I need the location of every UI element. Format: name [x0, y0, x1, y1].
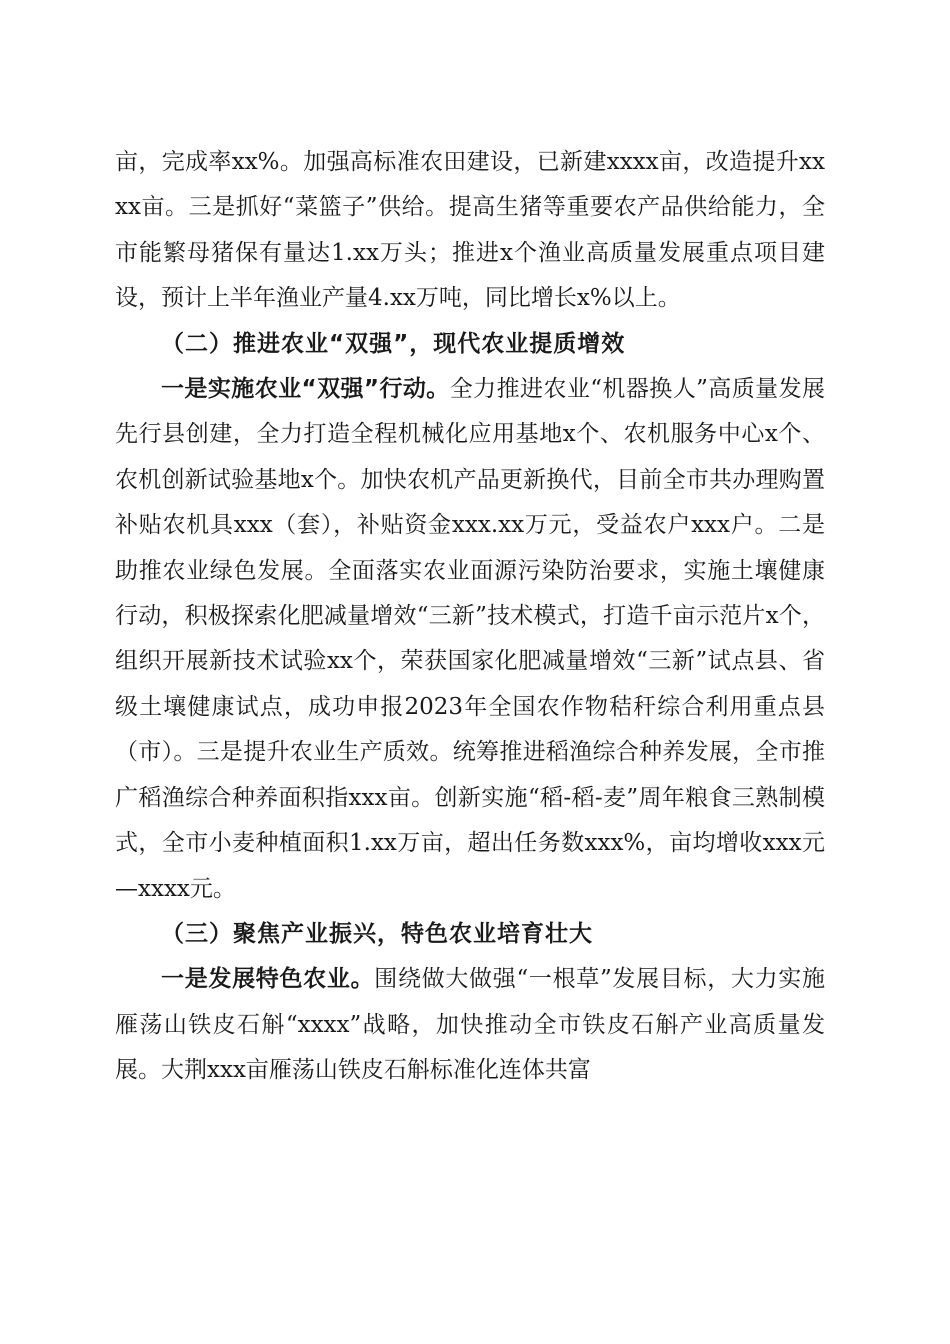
paragraph-section-2 — [115, 367, 825, 912]
section-heading-3: （三）聚焦产业振兴，特色农业培育壮大 — [161, 920, 593, 947]
section-heading-2: （二）推进农业“双强”，现代农业提质增效 — [161, 330, 626, 357]
paragraph-section-3 — [115, 957, 825, 1093]
paragraph-body-3: 围绕做大做强“一根草”发展目标，大力实施雁荡山铁皮石斛“xxxx”战略，加快推动全市铁皮石斛产业高质量发展。大荆xxx亩雁荡山铁皮石斛标准化连体共富 — [115, 966, 825, 1084]
document-body — [115, 140, 825, 1094]
paragraph-body-2: 全力推进农业“机器换人”高质量发展先行县创建，全力打造全程机械化应用基地x个、农机服务中心x个、农机创新试验基地x个。加快农机产品更新换代，目前全市共办理购置补贴农机具xxx（套），补贴资金xxx.xx万元，受益农户xxx户。二是助推农业绿色发展。全面落实农业面源污染防治要求，实施土壤健康行动，积极探索化肥减量增效“三新”技术模式，打造千亩示范片x个，组织开展新技术试验xx个，荣获国家化肥减量增效“三新”试点县、省级土壤健康试点，成功申报2023年全国农作物秸秆综合利用重点县（市）。三是提升农业生产质效。统筹推进稻渔综合种养发展，全市推广稻渔综合种养面积指xxx亩。创新实施“稻-稻-麦”周年粮食三熟制模式，全市小麦种植面积1.xx万亩，超出任务数xxx%，亩均增收xxx元—xxxx元。 — [115, 376, 825, 902]
paragraph-lead-3: 一是发展特色农业。 — [161, 966, 375, 993]
paragraph-continued: 亩，完成率xx%。加强高标准农田建设，已新建xxxx亩，改造提升xxxx亩。三是抓好“菜篮子”供给。提高生猪等重要农产品供给能力，全市能繁母猪保有量达1.xx万头；推进x个渔业高质量发展重点项目建设，预计上半年渔业产量4.xx万吨，同比增长x%以上。 — [115, 149, 825, 312]
paragraph-lead-2: 一是实施农业“双强”行动。 — [161, 376, 450, 403]
